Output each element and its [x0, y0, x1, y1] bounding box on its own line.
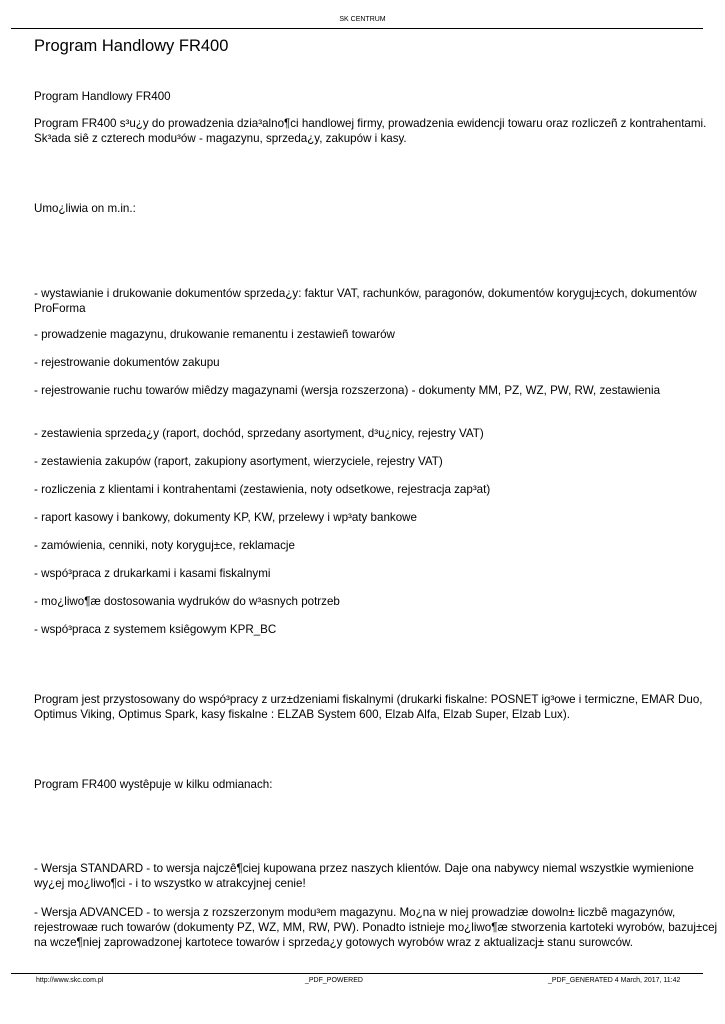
enables-label: Umo¿liwia on m.in.: [34, 202, 136, 215]
feature-item: - mo¿liwo¶æ dostosowania wydruków do w³asnych potrzeb [34, 595, 340, 608]
intro-paragraph: Program FR400 s³u¿y do prowadzenia dzia³alno¶ci handlowej firmy, prowadzenia ewidencji towaru oraz rozliczeñ z kontrahentami. Sk³ada siê z czterech modu³ów - magazynu, sprzeda¿y, zakupów i kasy. [34, 117, 707, 145]
page-title: Program Handlowy FR400 [34, 37, 229, 55]
feature-item: - zestawienia sprzeda¿y (raport, dochód, sprzedany asortyment, d³u¿nicy, rejestry VAT) [34, 427, 484, 440]
footer-generated: _PDF_GENERATED 4 March, 2017, 11:42 [548, 977, 681, 984]
feature-item: - zestawienia zakupów (raport, zakupiony asortyment, wierzyciele, rejestry VAT) [34, 455, 443, 468]
feature-item: - rozliczenia z klientami i kontrahentami (zestawienia, noty odsetkowe, rejestracja zap³at) [34, 483, 491, 496]
variant-item: - Wersja STANDARD - to wersja najczê¶ciej kupowana przez naszych klientów. Daje ona nabywcy niemal wszystkie wymienione wy¿ej mo¿liwo¶ci - i to wszystko w atrakcyjnej cenie! [34, 862, 694, 890]
feature-item: - zamówienia, cenniki, noty koryguj±ce, reklamacje [34, 539, 295, 552]
article-subtitle: Program Handlowy FR400 [34, 90, 171, 103]
variant-item: - Wersja ADVANCED - to wersja z rozszerzonym modu³em magazynu. Mo¿na w niej prowadziæ dowoln± liczbê magazynów, rejestrowaæ ruch towarów (dokumenty PZ, WZ, MM, RW, PW). Ponadto istnieje mo¿liwo¶æ stworzenia kartoteki wyrobów, bazuj±cej na wcze¶niej zaprowadzonej kartotece towarów i sprzeda¿y gotowych wyrobów wraz z aktualizacj± stanu surowców. [34, 906, 718, 949]
running-header: SK CENTRUM [339, 16, 386, 23]
feature-item: - rejestrowanie ruchu towarów miêdzy magazynami (wersja rozszerzona) - dokumenty MM, PZ, WZ, PW, RW, zestawienia [34, 384, 661, 397]
feature-item: - wspó³praca z drukarkami i kasami fiskalnymi [34, 567, 271, 580]
footer-url[interactable]: http://www.skc.com.pl [36, 977, 104, 984]
footer-rule [11, 973, 703, 974]
feature-item: - wystawianie i drukowanie dokumentów sprzeda¿y: faktur VAT, rachunków, paragonów, dokumentów koryguj±cych, dokumentów ProForma [34, 287, 697, 315]
feature-item: - prowadzenie magazynu, drukowanie remanentu i zestawieñ towarów [34, 328, 395, 341]
feature-item: - wspó³praca z systemem ksiêgowym KPR_BC [34, 623, 277, 636]
header-rule [11, 28, 703, 29]
variants-intro: Program FR400 wystêpuje w kilku odmianach: [34, 778, 273, 791]
fiscal-paragraph: Program jest przystosowany do wspó³pracy z urz±dzeniami fiskalnymi (drukarki fiskalne: POSNET ig³owe i termiczne, EMAR Duo, Optimus Viking, Optimus Spark, kasy fiskalne : ELZAB System 600, Elzab Alfa, Elzab Super, Elzab Lux). [34, 693, 703, 721]
feature-item: - rejestrowanie dokumentów zakupu [34, 356, 220, 369]
footer-powered: _PDF_POWERED [305, 977, 363, 984]
feature-item: - raport kasowy i bankowy, dokumenty KP, KW, przelewy i wp³aty bankowe [34, 511, 417, 524]
